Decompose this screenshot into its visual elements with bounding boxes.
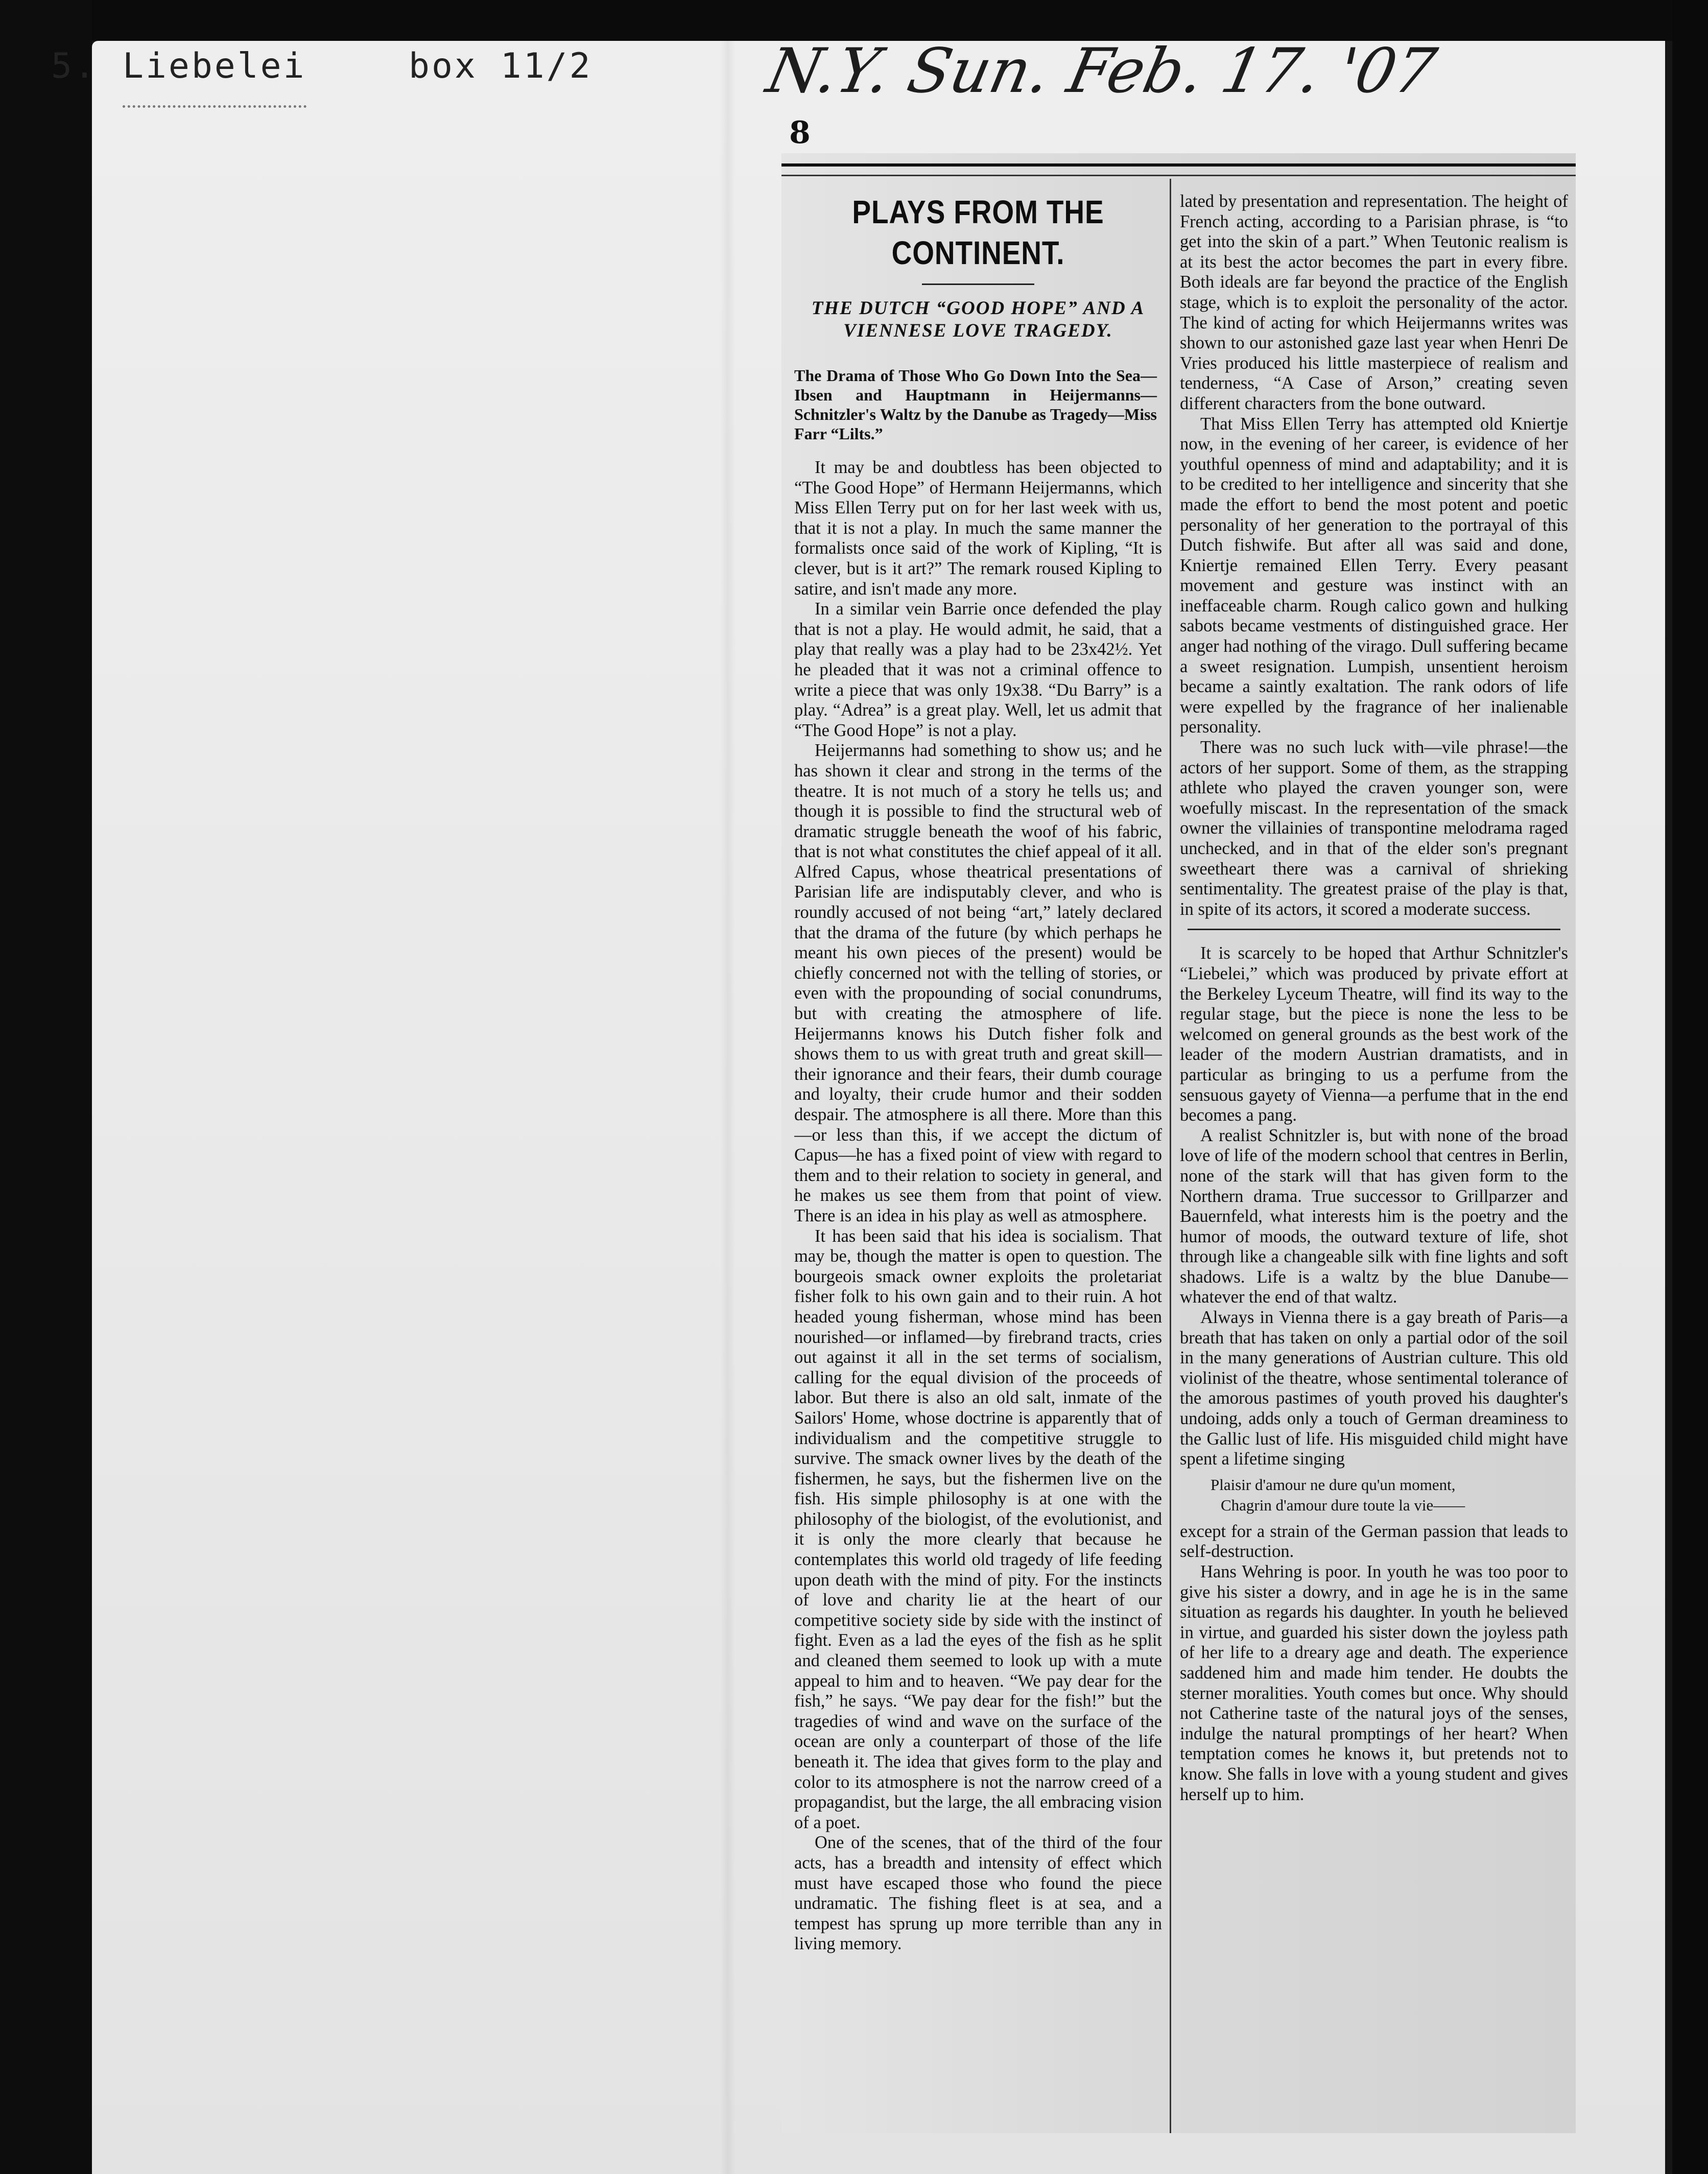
paragraph: It has been said that his idea is socialism. That may be, though the matter is open to question. The bourgeois smack owner exploits the proletariat fisher folk to his own gain and to their ruin. A hot headed young fisherman, whose mind has been nourished—or inflamed—by firebrand tracts, cries out against it all in the set terms of socialism, calling for the equal division of the proceeds of labor. But there is also an old salt, inmate of the Sailors' Home, whose doctrine is apparently that of individualism and the competitive struggle to survive. The smack owner lives by the death of the fishermen, he says, but the fishermen live on the fish. His simple philosophy is at one with the philosophy of the biologist, of the evolutionist, and it is only the more clearly that because he contemplates this world old tragedy of life feeding upon death with the mind of pity. For the instincts of love and charity lie at the heart of our competitive society side by side with the instinct of fight. Even as a lad the eyes of the fish as he split and cleaned them seemed to look up with a mute appeal to him and to heaven. “We pay dear for the fish,” he says. “We pay dear for the fish!” but the tragedies of wind and wave on the surface of the ocean are only a counterpart of those of the life beneath it. The idea that gives form to the play and color to its atmosphere is not the narrow creed of a propagandist, but the large, the all embracing vision of a poet. [794,1226,1162,1832]
paragraph: except for a strain of the German passion that leads to self-destruction. [1180,1521,1568,1562]
folder-title: Liebelei [123,46,306,108]
verse-line: Plaisir d'amour ne dure qu'un moment, [1211,1475,1456,1494]
paragraph: One of the scenes, that of the third of the four acts, has a breadth and intensity of effect which must have escaped those who found the piece undramatic. The fishing fleet is at sea, and a tempest has sprung up more terrible than any in living memory. [794,1833,1162,1954]
paragraph: Heijermanns had something to show us; and he has shown it clear and strong in the terms of the theatre. It is not much of a story he tells us; and though it is possible to find the structural web of dramatic struggle beneath the woof of his fabric, that is not what constitutes the chief appeal of it all. Alfred Capus, whose theatrical presentations of Parisian life are indisputably clever, and who is roundly accused of not being “art,” lately declared that the drama of the future (by which perhaps he meant his own pieces of the present) would be chiefly concerned not with the telling of stories, or even with the propounding of social conundrums, but with creating the atmosphere of life. Heijermanns knows his Dutch fisher folk and shows them to us with great truth and great skill—their ignorance and their fears, their dumb courage and loyalty, their crude humor and their sodden despair. The atmosphere is all there. More than this—or less than this, if we accept the dictum of Capus—he has a fixed point of view with regard to them and to their relation to society in general, and he makes us see them from that point of view. There is an idea in his play as well as atmosphere. [794,741,1162,1225]
paragraph: It is scarcely to be hoped that Arthur Schnitzler's “Liebelei,” which was produced by private effort at the Berkeley Lyceum Theatre, will find its way to the regular stage, but the piece is none the less to be welcomed on general grounds as the best work of the leader of the modern Austrian dramatists, and in particular as bringing to us a perfume from the sensuous gayety of Vienna—a perfume that in the end becomes a pang. [1180,943,1568,1125]
article-column-2 [1180,192,1568,2133]
scan-frame-right [1672,0,1708,2174]
sheet-fold [720,41,736,2174]
scan-frame-left [0,0,92,2174]
article-column-1 [794,192,1162,2133]
page-mark: 8 [789,115,811,151]
paragraph: That Miss Ellen Terry has attempted old Kniertje now, in the evening of her career, is evidence of her youthful openness of mind and adaptability; and it is to be credited to her intelligence and sincerity that she made the effort to bend the most potent and poetic personality of her generation to the portrayal of this Dutch fishwife. But after all was said and done, Kniertje remained Ellen Terry. Every peasant movement and gesture was instinct with an ineffaceable charm. Rough calico gown and hulking sabots became vestments of distinguished grace. Her anger had nothing of the virago. Dull suffering became a sweet resignation. Lumpish, unsentient heroism became a saintly exaltation. The rank odors of life were expelled by the fragrance of her inalienable personality. [1180,414,1568,737]
verse-quote [1180,1475,1568,1516]
paragraph: Hans Wehring is poor. In youth he was too poor to give his sister a dowry, and in age he is in the same situation as regards his daughter. In youth he believed in virtue, and guarded his sister down the joyless path of her life to a dreary age and death. The experience saddened him and made him tender. He doubts the sterner moralities. Youth comes but once. Why should not Catherine taste of the natural joys of the senses, indulge the natural promptings of her heart? When temptation comes he knows it, but pretends not to know. She falls in love with a young student and gives herself up to him. [1180,1562,1568,1804]
article-deck: The Drama of Those Who Go Down Into the Sea—Ibsen and Hauptmann in Heijermanns—Schnitzler's Waltz by the Danube as Tragedy—Miss Farr “Lilts.” [794,366,1157,443]
paragraph: It may be and doubtless has been objected to “The Good Hope” of Hermann Heijermanns, which Miss Ellen Terry put on for her last week with us, that it is not a play. In much the same manner the formalists once said of the work of Kipling, “It is clever, but is it art?” The remark roused Kipling to satire, and isn't made any more. [794,458,1162,599]
paragraph: lated by presentation and representation. The height of French acting, according to a Parisian phrase, is “to get into the skin of a part.” When Teutonic realism is at its best the actor becomes the part in every fibre. Both ideals are far beyond the practice of the English stage, which is to exploit the personality of the actor. The kind of acting for which Heijermanns writes was shown to our astonished gaze last year when Henri De Vries produced his little masterpiece of realism and tenderness, “A Case of Arson,” creating seven different characters from the bone outward. [1180,192,1568,413]
folder-number: 5. [51,46,97,86]
column-divider [1170,179,1171,2133]
paragraph: In a similar vein Barrie once defended the play that is not a play. He would admit, he said, that a play that really was a play had to be 23x42½. Yet he pleaded that it was not a criminal offence to write a piece that was only 19x38. “Du Barry” is a play. “Adrea” is a great play. Well, let us admit that “The Good Hope” is not a play. [794,599,1162,740]
scan-frame-top [0,0,1708,41]
verse-line: Chagrin d'amour dure toute la vie—— [1221,1496,1465,1514]
article-subhead: THE DUTCH “GOOD HOPE” AND A VIENNESE LOVE TRAGEDY. [811,298,1145,341]
paragraph: A realist Schnitzler is, but with none of the broad love of life of the modern school that centres in Berlin, none of the stark will that has given form to the Northern drama. True successor to Grillparzer and Bauernfeld, what interests him is the poetry and the humor of moods, the outward texture of life, shot through like a changeable silk with fine lights and soft shadows. Life is a waltz by the blue Danube—whatever the end of that waltz. [1180,1125,1568,1307]
handwritten-source-note: N.Y. Sun. Feb. 17. '07 [761,36,1442,107]
paragraph: There was no such luck with—vile phrase!—the actors of her support. Some of them, as the strapping athlete who played the craven younger son, were woefully miscast. In the representation of the smack owner the villainies of transpontine melodrama raged unchecked, and in that of the elder son's pregnant sweetheart there was a carnival of shrieking sentimentality. The greatest praise of the play is that, in spite of its actors, it scored a moderate success. [1180,738,1568,919]
clipping-top-rule [781,163,1576,176]
paragraph: Always in Vienna there is a gay breath of Paris—a breath that has taken on only a partial odor of the soil in the many generations of Austrian culture. This old violinist of the theatre, whose sentimental tolerance of the amorous pastimes of youth proved his daughter's undoing, adds only a touch of German dreaminess to the Gallic lust of life. His misguided child might have spent a lifetime singing [1180,1308,1568,1469]
headline-rule [922,283,1034,285]
article-headline: PLAYS FROM THE CONTINENT. [852,194,1104,271]
folder-box: box 11/2 [409,46,592,86]
section-rule [1188,929,1560,930]
